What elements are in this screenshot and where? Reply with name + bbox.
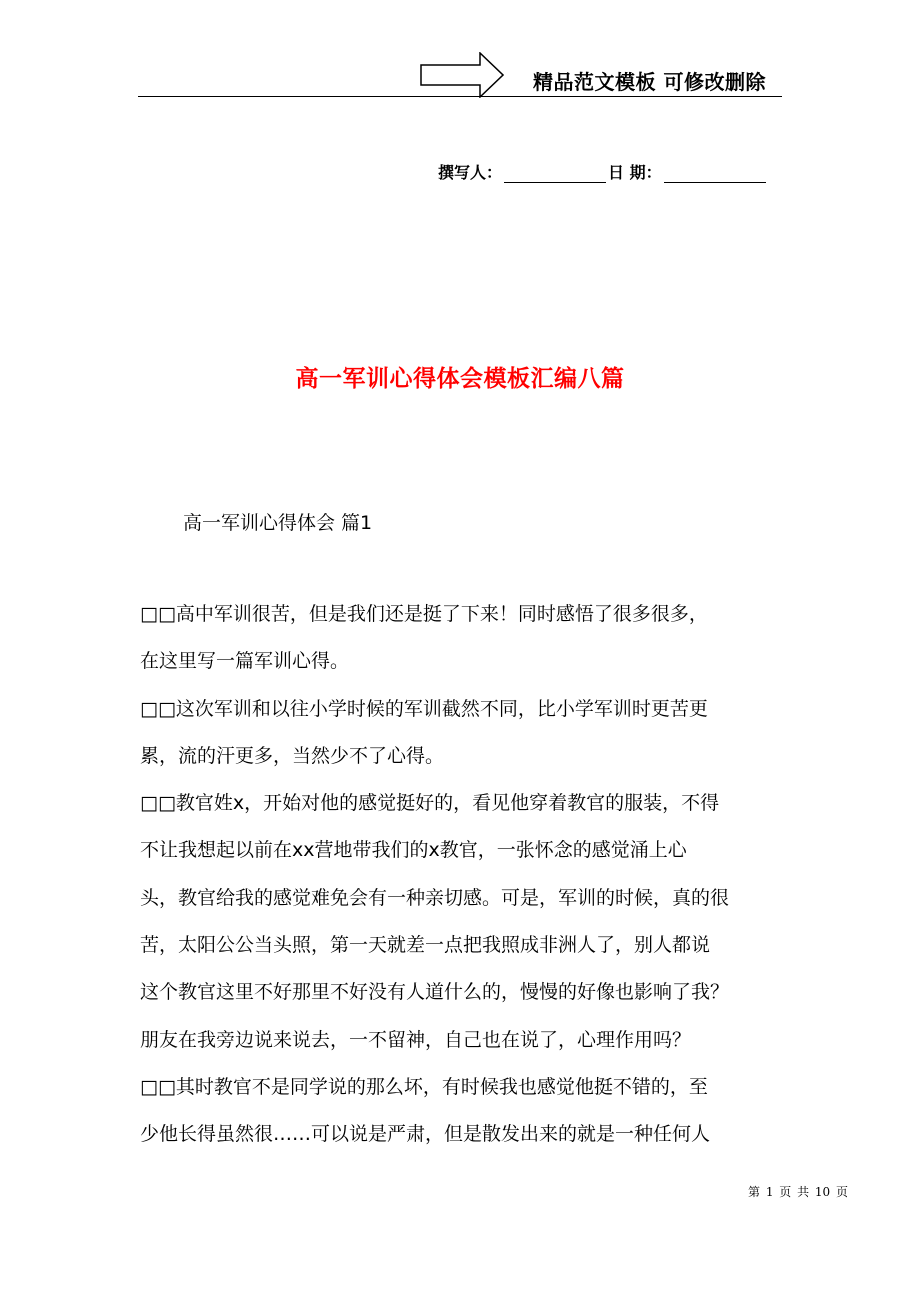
body-line: 累，流的汗更多，当然少不了心得。 bbox=[140, 744, 445, 767]
author-label: 撰写人： bbox=[438, 163, 503, 182]
body-line: 苦，太阳公公当头照，第一天就差一点把我照成非洲人了，别人都说 bbox=[140, 934, 711, 957]
date-label: 日 期： bbox=[608, 163, 662, 182]
document-title: 高一军训心得体会模板汇编八篇 bbox=[295, 366, 625, 392]
body-line: 不让我想起以前在xx营地带我们的x教官，一张怀念的感觉涌上心 bbox=[140, 839, 687, 862]
body-line: 少他长得虽然很……可以说是严肃，但是散发出来的就是一种任何人 bbox=[140, 1123, 711, 1146]
body-line: □□这次军训和以往小学时候的军训截然不同，比小学军训时更苦更 bbox=[140, 697, 708, 720]
body-line: 朋友在我旁边说来说去，一不留神，自己也在说了，心理作用吗？ bbox=[140, 1028, 692, 1051]
author-blank bbox=[504, 164, 606, 183]
body-line: 头，教官给我的感觉难免会有一种亲切感。可是，军训的时候，真的很 bbox=[140, 886, 730, 909]
body-line: 在这里写一篇军训心得。 bbox=[140, 650, 350, 673]
body-text bbox=[140, 599, 820, 1167]
section-heading: 高一军训心得体会 篇1 bbox=[183, 512, 373, 534]
body-line: □□教官姓x，开始对他的感觉挺好的，看见他穿着教官的服装，不得 bbox=[140, 792, 720, 815]
body-line: □□高中军训很苦，但是我们还是挺了下来！同时感悟了很多很多， bbox=[140, 603, 708, 625]
body-line: □□其时教官不是同学说的那么坏，有时候我也感觉他挺不错的，至 bbox=[140, 1075, 708, 1098]
body-line: 这个教官这里不好那里不好没有人道什么的，慢慢的好像也影响了我？ bbox=[140, 981, 730, 1004]
header-label: 精品范文模板 可修改删除 bbox=[533, 70, 766, 94]
header-divider bbox=[138, 96, 782, 97]
page-footer: 第 1 页 共 10 页 bbox=[748, 1185, 848, 1199]
arrow-icon bbox=[420, 52, 504, 98]
date-blank bbox=[664, 164, 766, 183]
author-date-line bbox=[438, 160, 768, 183]
